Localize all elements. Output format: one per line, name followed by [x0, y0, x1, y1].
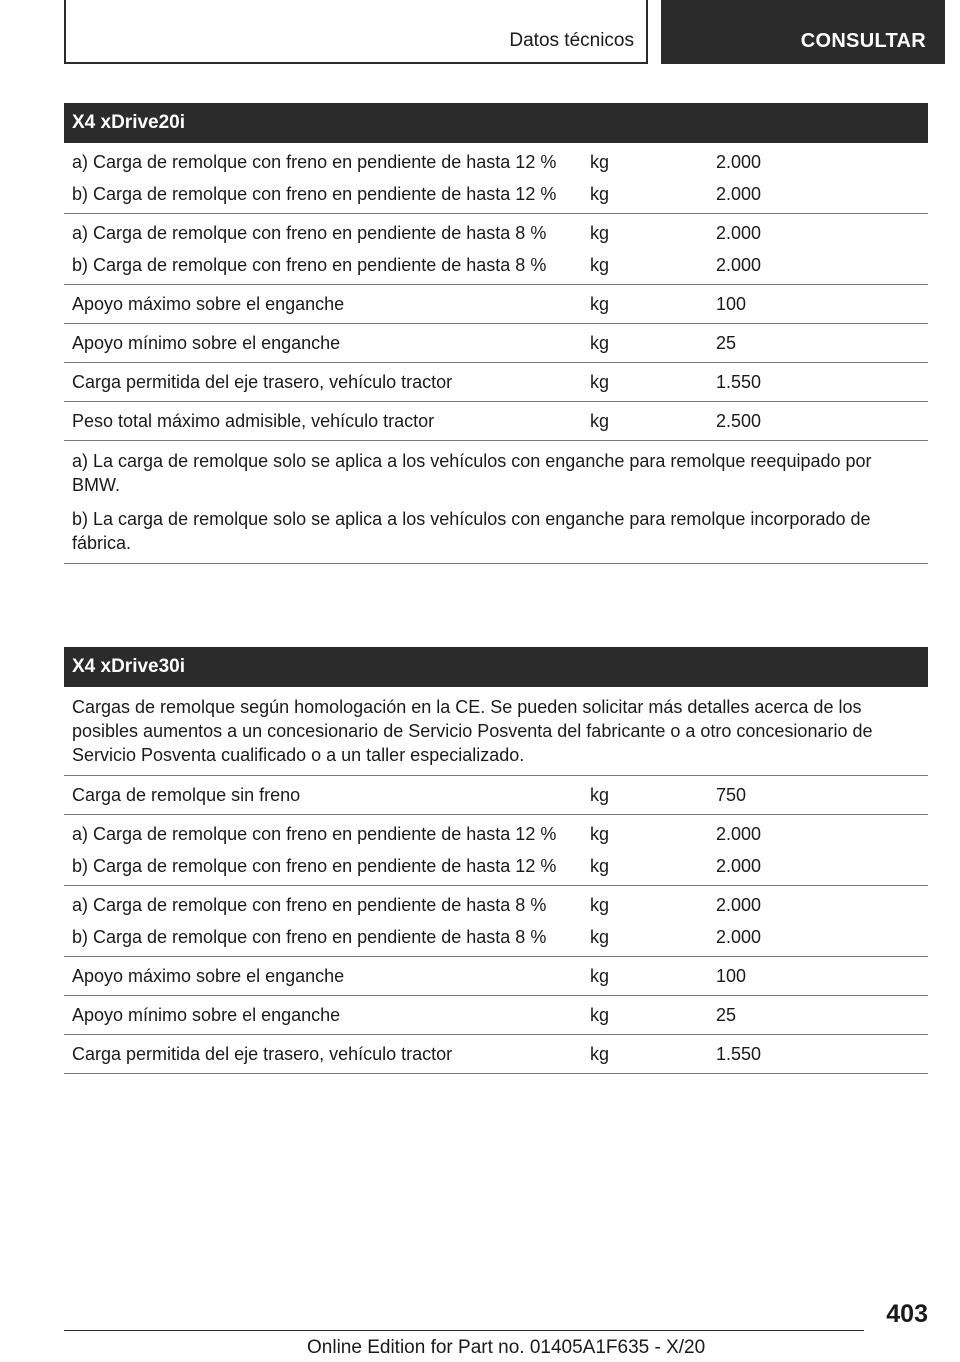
- row-label-cell: [64, 1043, 586, 1065]
- table-row: [64, 363, 928, 402]
- row-unit: kg: [590, 966, 610, 986]
- row-value: 2.000: [716, 184, 762, 204]
- row-unit: kg: [590, 223, 610, 243]
- note-b: b) La carga de remolque solo se aplica a los vehículos con enganche para remolque incorporado de fábrica.: [72, 509, 871, 553]
- table-row: [64, 996, 928, 1035]
- row-unit: kg: [590, 1005, 610, 1025]
- row-label: Apoyo máximo sobre el enganche: [72, 294, 345, 314]
- row-label-cell: [64, 784, 586, 806]
- row-unit-cell: [586, 894, 712, 948]
- row-value-cell: [712, 1043, 928, 1065]
- row-value: 2.000: [716, 856, 762, 876]
- table-row: [64, 143, 928, 214]
- row-unit: kg: [590, 1044, 610, 1064]
- row-value: 2.000: [716, 824, 762, 844]
- row-label-cell: [64, 151, 586, 205]
- row-unit-cell: [586, 332, 712, 354]
- chapter-title: Datos técnicos: [509, 30, 634, 51]
- row-unit: kg: [590, 372, 610, 392]
- row-label: Apoyo mínimo sobre el enganche: [72, 1005, 341, 1025]
- table-title: X4 xDrive20i: [64, 103, 928, 143]
- table-row: [64, 285, 928, 324]
- row-unit-cell: [586, 965, 712, 987]
- row-value-cell: [712, 151, 928, 205]
- row-value-cell: [712, 823, 928, 877]
- row-unit: kg: [590, 255, 610, 275]
- row-value-cell: [712, 784, 928, 806]
- row-value-cell: [712, 410, 928, 432]
- row-label-cell: [64, 1004, 586, 1026]
- row-unit-cell: [586, 222, 712, 276]
- table-row: [64, 1035, 928, 1074]
- row-value-cell: [712, 332, 928, 354]
- row-unit: kg: [590, 927, 610, 947]
- row-label-cell: [64, 894, 586, 948]
- row-unit-cell: [586, 823, 712, 877]
- table-title: X4 xDrive30i: [64, 647, 928, 687]
- row-value: 750: [716, 785, 747, 805]
- row-unit-cell: [586, 1004, 712, 1026]
- row-label: Peso total máximo admisible, vehículo tractor: [72, 411, 435, 431]
- row-unit-cell: [586, 410, 712, 432]
- spec-table-xdrive30i: [64, 647, 928, 1074]
- row-unit: kg: [590, 824, 610, 844]
- row-label-cell: [64, 332, 586, 354]
- row-unit: kg: [590, 333, 610, 353]
- row-unit-cell: [586, 151, 712, 205]
- row-label: Carga de remolque sin freno: [72, 785, 301, 805]
- row-label: Apoyo máximo sobre el enganche: [72, 966, 345, 986]
- edition-footer: Online Edition for Part no. 01405A1F635 - X/20: [307, 1337, 706, 1358]
- row-value: 100: [716, 294, 747, 314]
- row-label: b) Carga de remolque con freno en pendiente de hasta 12 %: [72, 856, 557, 876]
- row-unit-cell: [586, 293, 712, 315]
- row-value: 2.000: [716, 152, 762, 172]
- row-value: 100: [716, 966, 747, 986]
- row-label-cell: [64, 293, 586, 315]
- section-title: CONSULTAR: [800, 30, 926, 52]
- row-unit: kg: [590, 411, 610, 431]
- table-row: [64, 815, 928, 886]
- table-row: [64, 214, 928, 285]
- row-label: a) Carga de remolque con freno en pendiente de hasta 8 %: [72, 895, 547, 915]
- row-value: 1.550: [716, 372, 762, 392]
- row-value: 2.000: [716, 255, 762, 275]
- row-unit-cell: [586, 784, 712, 806]
- row-unit: kg: [590, 856, 610, 876]
- row-label: a) Carga de remolque con freno en pendiente de hasta 8 %: [72, 223, 547, 243]
- page-number: 403: [886, 1300, 928, 1328]
- section-tab[interactable]: [661, 0, 945, 64]
- row-value: 2.500: [716, 411, 762, 431]
- table-row: [64, 324, 928, 363]
- row-label-cell: [64, 410, 586, 432]
- row-value-cell: [712, 894, 928, 948]
- row-unit-cell: [586, 1043, 712, 1065]
- spec-table-xdrive20i: [64, 103, 928, 564]
- row-value: 2.000: [716, 895, 762, 915]
- row-label: Apoyo mínimo sobre el enganche: [72, 333, 341, 353]
- row-unit: kg: [590, 895, 610, 915]
- row-value: 25: [716, 333, 737, 353]
- row-value-cell: [712, 371, 928, 393]
- table-row: [64, 402, 928, 441]
- row-value: 2.000: [716, 223, 762, 243]
- footer-divider: [64, 1330, 864, 1331]
- row-label: Carga permitida del eje trasero, vehículo tractor: [72, 372, 453, 392]
- row-value: 25: [716, 1005, 737, 1025]
- table-notes: [64, 441, 928, 564]
- table-row: [64, 886, 928, 957]
- row-value: 1.550: [716, 1044, 762, 1064]
- row-unit: kg: [590, 184, 610, 204]
- row-value-cell: [712, 1004, 928, 1026]
- row-unit: kg: [590, 152, 610, 172]
- row-unit: kg: [590, 294, 610, 314]
- table-row: [64, 776, 928, 815]
- chapter-tab[interactable]: [64, 0, 648, 64]
- table-intro: Cargas de remolque según homologación en la CE. Se pueden solicitar más detalles acerca de los posibles aumentos a un concesionario de Servicio Posventa del fabricante o a otro concesionario de Servicio Posventa cualificado o a un taller especializado.: [64, 687, 928, 776]
- row-label-cell: [64, 222, 586, 276]
- note-a: a) La carga de remolque solo se aplica a los vehículos con enganche para remolque reequipado por BMW.: [72, 451, 872, 495]
- row-label: a) Carga de remolque con freno en pendiente de hasta 12 %: [72, 824, 557, 844]
- row-label: Carga permitida del eje trasero, vehículo tractor: [72, 1044, 453, 1064]
- row-label: a) Carga de remolque con freno en pendiente de hasta 12 %: [72, 152, 557, 172]
- row-value-cell: [712, 293, 928, 315]
- row-label: b) Carga de remolque con freno en pendiente de hasta 8 %: [72, 255, 547, 275]
- row-label-cell: [64, 371, 586, 393]
- row-unit-cell: [586, 371, 712, 393]
- row-label-cell: [64, 823, 586, 877]
- row-label-cell: [64, 965, 586, 987]
- row-value-cell: [712, 222, 928, 276]
- row-label: b) Carga de remolque con freno en pendiente de hasta 8 %: [72, 927, 547, 947]
- row-value: 2.000: [716, 927, 762, 947]
- row-value-cell: [712, 965, 928, 987]
- table-row: [64, 957, 928, 996]
- row-unit: kg: [590, 785, 610, 805]
- row-label: b) Carga de remolque con freno en pendiente de hasta 12 %: [72, 184, 557, 204]
